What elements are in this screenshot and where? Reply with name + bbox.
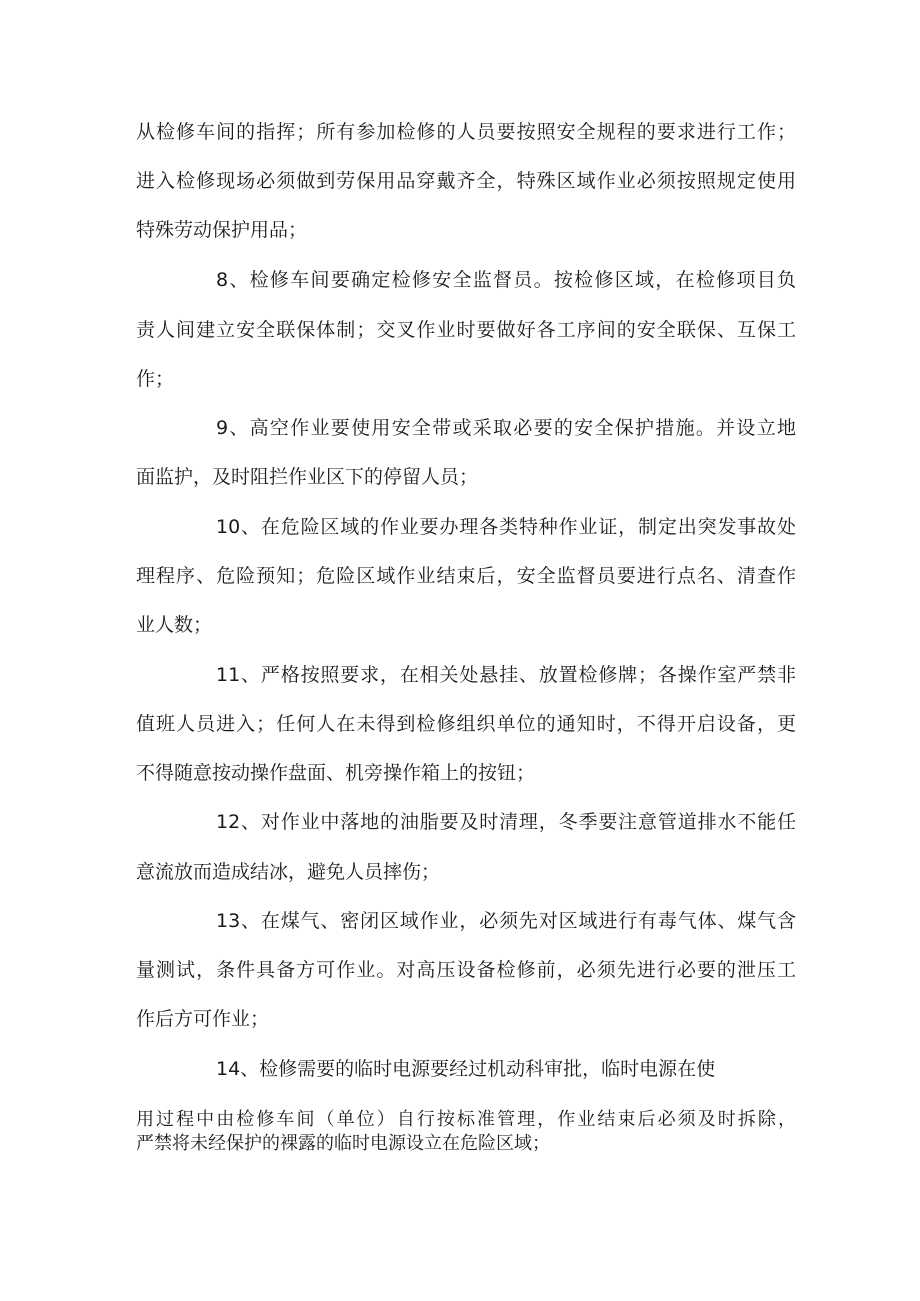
item-11-line-2: 值班人员进入；任何人在未得到检修组织单位的通知时，不得开启设备，更 (136, 713, 796, 735)
item-11-line-1: 11、严格按照要求，在相关处悬挂、放置检修牌；各操作室严禁非 (216, 664, 796, 686)
item-10-line-2: 理程序、危险预知；危险区域作业结束后，安全监督员要进行点名、清查作 (136, 565, 796, 587)
item-8-line-2: 责人间建立安全联保体制；交叉作业时要做好各工序间的安全联保、互保工 (136, 319, 796, 341)
item-12-line-1: 12、对作业中落地的油脂要及时清理，冬季要注意管道排水不能任 (216, 811, 796, 833)
item-14-line-2: 用过程中由检修车间（单位）自行按标准管理，作业结束后必须及时拆除， (136, 1109, 796, 1130)
item-12-line-2: 意流放而造成结冰，避免人员摔伤； (136, 861, 441, 883)
item-11-line-3: 不得随意按动操作盘面、机旁操作箱上的按钮； (136, 762, 536, 784)
item-9-line-2: 面监护，及时阻拦作业区下的停留人员； (136, 466, 479, 488)
item-8-line-3: 作； (136, 368, 175, 390)
item-14-line-3: 严禁将未经保护的裸露的临时电源设立在危险区域； (136, 1133, 550, 1154)
item-8-line-1: 8、检修车间要确定检修安全监督员。按检修区域，在检修项目负 (216, 269, 796, 291)
item-10-line-1: 10、在危险区域的作业要办理各类特种作业证，制定出突发事故处 (216, 516, 796, 538)
text-line-2: 进入检修现场必须做到劳保用品穿戴齐全，特殊区域作业必须按照规定使用 (136, 170, 796, 192)
text-line-1: 从检修车间的指挥；所有参加检修的人员要按照安全规程的要求进行工作； (136, 121, 796, 143)
item-10-line-3: 业人数； (136, 614, 213, 636)
item-9-line-1: 9、高空作业要使用安全带或采取必要的安全保护措施。并设立地 (216, 417, 796, 439)
item-13-line-3: 作后方可作业； (136, 1008, 270, 1030)
item-13-line-2: 量测试，条件具备方可作业。对高压设备检修前，必须先进行必要的泄压工 (136, 959, 796, 981)
item-13-line-1: 13、在煤气、密闭区域作业，必须先对区域进行有毒气体、煤气含 (216, 910, 796, 932)
item-14-line-1: 14、检修需要的临时电源要经过机动科审批，临时电源在使 (216, 1058, 716, 1080)
text-line-3: 特殊劳动保护用品； (136, 219, 308, 241)
